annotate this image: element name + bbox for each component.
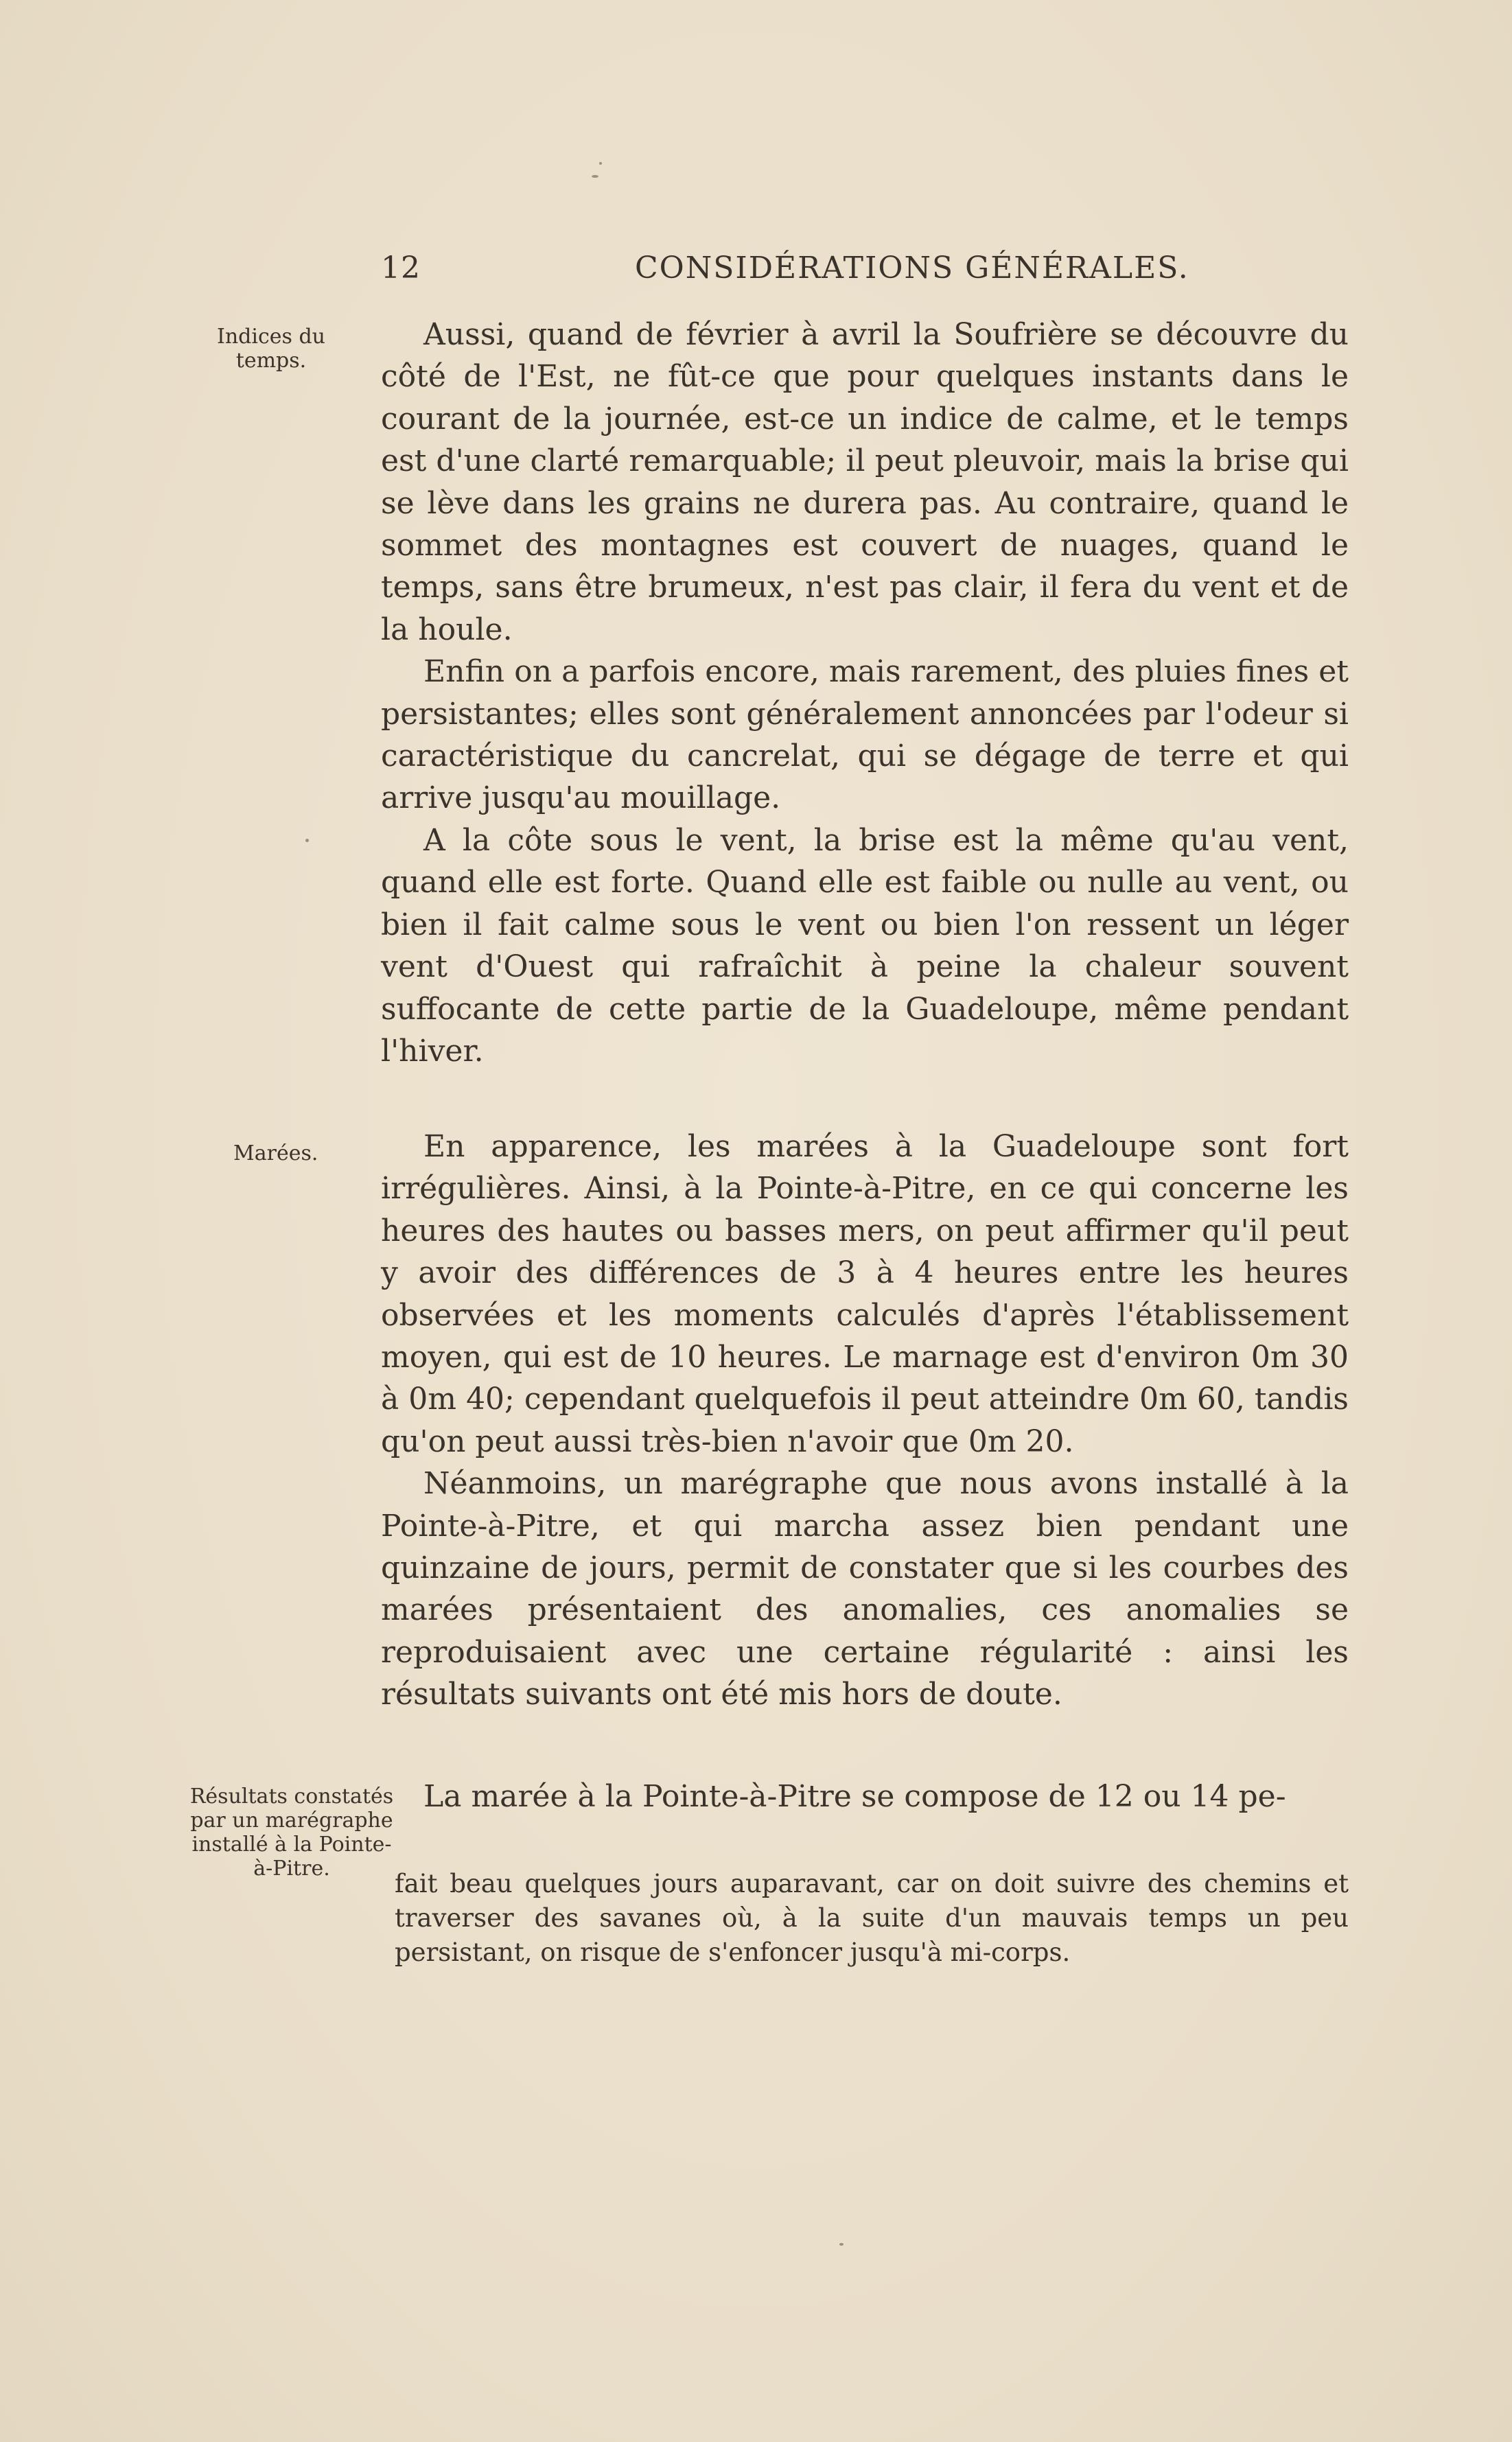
paragraph: A la côte sous le vent, la brise est la même qu'au vent, quand elle est forte. Quand elle est faible ou nulle au vent, ou bien il fait calme sous le vent ou bien l'on ressent un léger vent d'Ouest qui rafraîchit à peine la chaleur souvent suffocante de cette partie de la Guadeloupe, même pendant l'hiver. <box>381 822 1349 1069</box>
margin-note-indices: Indices du temps. <box>217 325 325 373</box>
paragraph: En apparence, les marées à la Guadeloupe sont fort irrégulières. Ainsi, à la Pointe-à-Pitre, en ce qui concerne les heures des hautes ou basses mers, on peut affirmer qu'il peut y avoir des différences de 3 à 4 heures entre les heures observées et les moments calculés d'après l'établissement moyen, qui est de 10 heures. Le marnage est d'environ 0m 30 à 0m 40; cependant quelquefois il peut atteindre 0m 60, tandis qu'on peut aussi très-bien n'avoir que 0m 20. <box>381 1129 1349 1459</box>
margin-note-resultats: Résultats constatés par un marégraphe installé à la Pointe-à-Pitre. <box>189 1784 394 1881</box>
paper-speck <box>305 839 309 842</box>
text-block-results <box>381 1776 1349 1817</box>
paragraph: Néanmoins, un marégraphe que nous avons installé à la Pointe-à-Pitre, et qui marcha assez bien pendant une quinzaine de jours, permit de constater que si les courbes des marées présentaient des anomalies, ces anomalies se reproduisaient avec une certaine régularité : ainsi les résultats suivants ont été mis hors de doute. <box>381 1466 1349 1712</box>
page-number: 12 <box>381 251 421 286</box>
paragraph: Aussi, quand de février à avril la Soufrière se découvre du côté de l'Est, ne fût-ce que pour quelques instants dans le courant de la journée, est-ce un indice de calme, et le temps est d'une clarté remarquable; il peut pleuvoir, mais la brise qui se lève dans les grains ne durera pas. Au contraire, quand le sommet des montagnes est couvert de nuages, quand le temps, sans être brumeux, n'est pas clair, il fera du vent et de la houle. <box>381 317 1349 647</box>
text-block-weather <box>381 314 1349 1072</box>
paragraph: La marée à la Pointe-à-Pitre se compose de 12 ou 14 pe- <box>423 1779 1286 1814</box>
paper-speck <box>592 175 598 178</box>
page-header <box>381 251 1349 292</box>
paper-speck <box>599 162 602 165</box>
paper-speck <box>839 2243 844 2246</box>
paragraph: Enfin on a parfois encore, mais rarement, des pluies fines et persistantes; elles sont généralement annoncées par l'odeur si caractéristique du cancrelat, qui se dégage de terre et qui arrive jusqu'au mouillage. <box>381 654 1349 816</box>
margin-note-marees: Marées. <box>233 1141 318 1165</box>
text-block-tides <box>381 1126 1349 1716</box>
footnote: fait beau quelques jours auparavant, car on doit suivre des chemins et traverser des savanes où, à la suite d'un mauvais temps un peu persistant, on risque de s'enfoncer jusqu'à mi-corps. <box>395 1869 1349 1967</box>
running-head: CONSIDÉRATIONS GÉNÉRALES. <box>635 251 1189 286</box>
